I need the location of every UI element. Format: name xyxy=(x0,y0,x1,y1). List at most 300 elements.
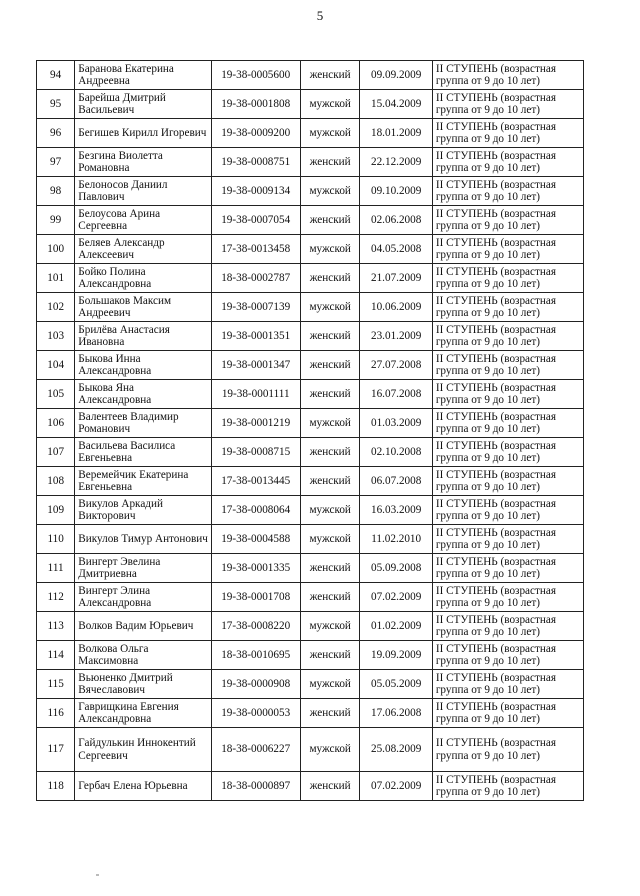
birth-date-text: 16.07.2008 xyxy=(370,387,422,400)
participant-id-cell xyxy=(211,90,300,119)
table-row xyxy=(37,772,584,801)
row-number-cell xyxy=(37,612,75,641)
row-number-cell xyxy=(37,772,75,801)
participant-id-text: 19-38-0007139 xyxy=(221,300,291,313)
participant-sex-text: мужской xyxy=(309,619,351,632)
row-number-cell xyxy=(37,293,75,322)
birth-date-cell xyxy=(360,670,432,699)
birth-date-text: 21.07.2009 xyxy=(370,271,422,284)
participant-id-cell xyxy=(211,380,300,409)
birth-date-text: 23.01.2009 xyxy=(370,329,422,342)
stage-group-cell xyxy=(432,525,583,554)
participant-id-text: 19-38-0009200 xyxy=(221,126,291,139)
participant-sex-text: мужской xyxy=(309,242,351,255)
participant-id-cell xyxy=(211,772,300,801)
stage-group-text: II СТУПЕНЬ (возрастная группа от 9 до 10 лет) xyxy=(435,584,556,609)
table-row xyxy=(37,438,584,467)
birth-date-cell xyxy=(360,699,432,728)
birth-date-text: 01.02.2009 xyxy=(370,619,422,632)
participant-sex-text: мужской xyxy=(309,184,351,197)
birth-date-text: 15.04.2009 xyxy=(370,97,422,110)
birth-date-cell xyxy=(360,583,432,612)
participant-name-cell xyxy=(75,496,211,525)
participant-id-cell xyxy=(211,177,300,206)
stage-group-cell xyxy=(432,699,583,728)
participant-name-cell xyxy=(75,612,211,641)
table-row xyxy=(37,554,584,583)
birth-date-cell xyxy=(360,438,432,467)
birth-date-text: 16.03.2009 xyxy=(370,503,422,516)
birth-date-cell xyxy=(360,293,432,322)
participant-sex-cell xyxy=(300,409,360,438)
participant-name-cell xyxy=(75,583,211,612)
row-number-cell xyxy=(37,699,75,728)
stage-group-cell xyxy=(432,351,583,380)
stage-group-text: II СТУПЕНЬ (возрастная группа от 9 до 10 лет) xyxy=(435,294,556,319)
stage-group-text: II СТУПЕНЬ (возрастная группа от 9 до 10 лет) xyxy=(435,671,556,696)
birth-date-cell xyxy=(360,496,432,525)
stage-group-text: II СТУПЕНЬ (возрастная группа от 9 до 10 лет) xyxy=(435,178,556,203)
participant-name-cell xyxy=(75,264,211,293)
stage-group-cell xyxy=(432,728,583,772)
participant-name-text: Большаков Максим Андреевич xyxy=(78,294,172,319)
participant-sex-cell xyxy=(300,177,360,206)
participant-name-cell xyxy=(75,148,211,177)
participant-name-cell xyxy=(75,772,211,801)
participant-sex-cell xyxy=(300,90,360,119)
participant-sex-cell xyxy=(300,438,360,467)
stage-group-text: II СТУПЕНЬ (возрастная группа от 9 до 10 лет) xyxy=(435,700,556,725)
row-number-text: 98 xyxy=(50,184,62,197)
participant-id-cell xyxy=(211,728,300,772)
row-number-cell xyxy=(37,119,75,148)
scan-dot xyxy=(96,874,99,876)
stage-group-text: II СТУПЕНЬ (возрастная группа от 9 до 10 лет) xyxy=(435,526,556,551)
participant-id-text: 19-38-0005600 xyxy=(221,68,291,81)
participant-name-text: Быкова Инна Александровна xyxy=(78,352,152,377)
stage-group-text: II СТУПЕНЬ (возрастная группа от 9 до 10 лет) xyxy=(435,642,556,667)
table-row xyxy=(37,293,584,322)
birth-date-text: 09.09.2009 xyxy=(370,68,422,81)
row-number-text: 117 xyxy=(47,743,64,756)
row-number-cell xyxy=(37,235,75,264)
row-number-text: 115 xyxy=(47,677,64,690)
participant-id-text: 18-38-0006227 xyxy=(221,743,291,756)
table-row xyxy=(37,61,584,90)
birth-date-cell xyxy=(360,322,432,351)
participant-name-cell xyxy=(75,380,211,409)
participant-name-cell xyxy=(75,670,211,699)
participant-id-text: 19-38-0001347 xyxy=(221,358,291,371)
stage-group-text: II СТУПЕНЬ (возрастная группа от 9 до 10 лет) xyxy=(435,497,556,522)
participant-id-text: 19-38-0000908 xyxy=(221,677,291,690)
participant-sex-text: мужской xyxy=(309,126,351,139)
participant-sex-text: мужской xyxy=(309,300,351,313)
stage-group-text: II СТУПЕНЬ (возрастная группа от 9 до 10 лет) xyxy=(435,439,556,464)
row-number-cell xyxy=(37,496,75,525)
participant-id-text: 19-38-0008715 xyxy=(221,445,291,458)
participant-sex-cell xyxy=(300,351,360,380)
stage-group-cell xyxy=(432,467,583,496)
participant-name-text: Вингерт Элина Александровна xyxy=(78,584,152,609)
table-row xyxy=(37,670,584,699)
participant-name-text: Брилёва Анастасия Ивановна xyxy=(78,323,170,348)
row-number-text: 118 xyxy=(47,779,64,792)
participant-name-text: Валентеев Владимир Романович xyxy=(78,410,179,435)
participant-sex-cell xyxy=(300,293,360,322)
table-row xyxy=(37,699,584,728)
participant-name-text: Белоусова Арина Сергеевна xyxy=(78,207,161,232)
participant-sex-text: женский xyxy=(309,68,351,81)
participant-id-text: 18-38-0000897 xyxy=(221,779,291,792)
stage-group-cell xyxy=(432,90,583,119)
participant-sex-cell xyxy=(300,583,360,612)
participant-name-cell xyxy=(75,409,211,438)
birth-date-cell xyxy=(360,148,432,177)
stage-group-text: II СТУПЕНЬ (возрастная группа от 9 до 10 лет) xyxy=(435,207,556,232)
table-row xyxy=(37,90,584,119)
participant-sex-cell xyxy=(300,119,360,148)
stage-group-cell xyxy=(432,380,583,409)
row-number-cell xyxy=(37,206,75,235)
participant-id-cell xyxy=(211,264,300,293)
participant-name-text: Вьюненко Дмитрий Вячеславович xyxy=(78,671,173,696)
participant-name-text: Васильева Василиса Евгеньевна xyxy=(78,439,176,464)
row-number-text: 107 xyxy=(47,445,65,458)
birth-date-cell xyxy=(360,525,432,554)
participant-sex-cell xyxy=(300,772,360,801)
table-row xyxy=(37,322,584,351)
stage-group-cell xyxy=(432,148,583,177)
row-number-cell xyxy=(37,61,75,90)
participant-id-text: 17-38-0013445 xyxy=(221,474,291,487)
table-row xyxy=(37,641,584,670)
participant-name-text: Бойко Полина Александровна xyxy=(78,265,152,290)
stage-group-cell xyxy=(432,641,583,670)
row-number-text: 103 xyxy=(47,329,65,342)
stage-group-text: II СТУПЕНЬ (возрастная группа от 9 до 10 лет) xyxy=(435,555,556,580)
stage-group-text: II СТУПЕНЬ (возрастная группа от 9 до 10 лет) xyxy=(435,468,556,493)
participant-id-text: 19-38-0007054 xyxy=(221,213,291,226)
participant-name-text: Вингерт Эвелина Дмитриевна xyxy=(78,555,161,580)
table-row xyxy=(37,235,584,264)
participant-name-cell xyxy=(75,438,211,467)
birth-date-text: 01.03.2009 xyxy=(370,416,422,429)
stage-group-text: II СТУПЕНЬ (возрастная группа от 9 до 10 лет) xyxy=(435,773,556,798)
birth-date-cell xyxy=(360,641,432,670)
participant-id-cell xyxy=(211,206,300,235)
table-row xyxy=(37,583,584,612)
participant-sex-cell xyxy=(300,235,360,264)
birth-date-cell xyxy=(360,264,432,293)
birth-date-cell xyxy=(360,235,432,264)
table-row xyxy=(37,119,584,148)
participant-name-cell xyxy=(75,699,211,728)
participant-name-cell xyxy=(75,728,211,772)
row-number-cell xyxy=(37,177,75,206)
birth-date-cell xyxy=(360,467,432,496)
participant-sex-cell xyxy=(300,728,360,772)
participant-name-text: Волкова Ольга Максимовна xyxy=(78,642,149,667)
page-number: 5 xyxy=(316,8,324,23)
birth-date-text: 02.06.2008 xyxy=(370,213,422,226)
row-number-cell xyxy=(37,728,75,772)
birth-date-cell xyxy=(360,206,432,235)
participant-id-cell xyxy=(211,409,300,438)
row-number-text: 113 xyxy=(47,619,64,632)
participant-name-text: Гаврищкина Евгения Александровна xyxy=(78,700,179,725)
row-number-cell xyxy=(37,438,75,467)
participant-name-text: Барейша Дмитрий Васильевич xyxy=(78,91,166,116)
stage-group-cell xyxy=(432,554,583,583)
birth-date-cell xyxy=(360,119,432,148)
participant-sex-text: женский xyxy=(309,474,351,487)
row-number-text: 108 xyxy=(47,474,65,487)
participant-name-cell xyxy=(75,119,211,148)
birth-date-text: 05.05.2009 xyxy=(370,677,422,690)
stage-group-text: II СТУПЕНЬ (возрастная группа от 9 до 10 лет) xyxy=(435,613,556,638)
stage-group-cell xyxy=(432,322,583,351)
participant-sex-cell xyxy=(300,322,360,351)
participant-id-text: 17-38-0013458 xyxy=(221,242,291,255)
participant-sex-text: мужской xyxy=(309,503,351,516)
row-number-text: 97 xyxy=(50,155,62,168)
row-number-cell xyxy=(37,467,75,496)
stage-group-cell xyxy=(432,235,583,264)
participant-name-cell xyxy=(75,177,211,206)
row-number-cell xyxy=(37,409,75,438)
row-number-text: 111 xyxy=(47,561,64,574)
participant-id-cell xyxy=(211,612,300,641)
row-number-cell xyxy=(37,148,75,177)
stage-group-cell xyxy=(432,206,583,235)
birth-date-cell xyxy=(360,380,432,409)
participant-name-cell xyxy=(75,90,211,119)
table-row xyxy=(37,380,584,409)
table-row xyxy=(37,177,584,206)
table-row xyxy=(37,496,584,525)
participant-id-text: 19-38-0001351 xyxy=(221,329,291,342)
birth-date-text: 10.06.2009 xyxy=(370,300,422,313)
participant-sex-text: женский xyxy=(309,779,351,792)
participant-id-cell xyxy=(211,119,300,148)
participant-name-cell xyxy=(75,554,211,583)
stage-group-text: II СТУПЕНЬ (возрастная группа от 9 до 10 лет) xyxy=(435,62,556,87)
row-number-text: 116 xyxy=(47,706,64,719)
row-number-text: 110 xyxy=(47,532,64,545)
row-number-text: 105 xyxy=(47,387,65,400)
participant-sex-text: мужской xyxy=(309,97,351,110)
participant-id-cell xyxy=(211,641,300,670)
participant-name-text: Беляев Александр Алексеевич xyxy=(78,236,165,261)
stage-group-text: II СТУПЕНЬ (возрастная группа от 9 до 10 лет) xyxy=(435,265,556,290)
participant-id-cell xyxy=(211,670,300,699)
table-row xyxy=(37,728,584,772)
birth-date-cell xyxy=(360,90,432,119)
birth-date-text: 19.09.2009 xyxy=(370,648,422,661)
participant-sex-cell xyxy=(300,467,360,496)
participant-id-text: 19-38-0001111 xyxy=(221,387,290,400)
participant-sex-text: женский xyxy=(309,706,351,719)
stage-group-cell xyxy=(432,177,583,206)
row-number-cell xyxy=(37,641,75,670)
row-number-cell xyxy=(37,380,75,409)
stage-group-cell xyxy=(432,612,583,641)
participant-sex-text: мужской xyxy=(309,416,351,429)
row-number-cell xyxy=(37,583,75,612)
birth-date-cell xyxy=(360,554,432,583)
birth-date-text: 07.02.2009 xyxy=(370,590,422,603)
stage-group-text: II СТУПЕНЬ (возрастная группа от 9 до 10 лет) xyxy=(435,410,556,435)
participant-sex-cell xyxy=(300,554,360,583)
stage-group-text: II СТУПЕНЬ (возрастная группа от 9 до 10 лет) xyxy=(435,236,556,261)
stage-group-text: II СТУПЕНЬ (возрастная группа от 9 до 10 лет) xyxy=(435,323,556,348)
participant-sex-text: женский xyxy=(309,271,351,284)
participant-sex-cell xyxy=(300,61,360,90)
table-row xyxy=(37,351,584,380)
participant-name-cell xyxy=(75,206,211,235)
participant-name-cell xyxy=(75,641,211,670)
stage-group-cell xyxy=(432,583,583,612)
participant-sex-cell xyxy=(300,612,360,641)
birth-date-cell xyxy=(360,61,432,90)
participant-name-cell xyxy=(75,235,211,264)
stage-group-cell xyxy=(432,438,583,467)
row-number-text: 106 xyxy=(47,416,65,429)
participant-name-text: Гербач Елена Юрьевна xyxy=(78,779,188,792)
birth-date-text: 22.12.2009 xyxy=(370,155,422,168)
row-number-cell xyxy=(37,90,75,119)
participant-name-cell xyxy=(75,293,211,322)
birth-date-text: 25.08.2009 xyxy=(370,743,422,756)
participant-id-text: 19-38-0000053 xyxy=(221,706,291,719)
participant-name-cell xyxy=(75,525,211,554)
row-number-text: 112 xyxy=(47,590,64,603)
participant-id-text: 19-38-0001219 xyxy=(221,416,291,429)
stage-group-cell xyxy=(432,293,583,322)
participant-id-cell xyxy=(211,467,300,496)
participant-name-text: Баранова Екатерина Андреевна xyxy=(78,62,174,87)
birth-date-text: 11.02.2010 xyxy=(371,532,422,545)
row-number-cell xyxy=(37,554,75,583)
participant-id-cell xyxy=(211,61,300,90)
row-number-text: 114 xyxy=(47,648,64,661)
stage-group-text: II СТУПЕНЬ (возрастная группа от 9 до 10 лет) xyxy=(435,381,556,406)
participant-name-text: Викулов Аркадий Викторович xyxy=(78,497,163,522)
participant-sex-text: мужской xyxy=(309,532,351,545)
participant-sex-text: женский xyxy=(309,445,351,458)
stage-group-cell xyxy=(432,119,583,148)
participant-sex-cell xyxy=(300,641,360,670)
birth-date-cell xyxy=(360,612,432,641)
table-row xyxy=(37,148,584,177)
participant-id-cell xyxy=(211,496,300,525)
birth-date-text: 07.02.2009 xyxy=(370,779,422,792)
participant-name-text: Викулов Тимур Антонович xyxy=(78,532,208,545)
participant-name-text: Гайдулькин Иннокентий Сергеевич xyxy=(78,737,196,762)
participant-id-cell xyxy=(211,148,300,177)
row-number-text: 102 xyxy=(47,300,65,313)
birth-date-text: 04.05.2008 xyxy=(370,242,422,255)
participant-sex-text: женский xyxy=(309,329,351,342)
stage-group-cell xyxy=(432,409,583,438)
participant-sex-cell xyxy=(300,670,360,699)
stage-group-text: II СТУПЕНЬ (возрастная группа от 9 до 10 лет) xyxy=(435,352,556,377)
participant-sex-cell xyxy=(300,496,360,525)
participant-id-cell xyxy=(211,583,300,612)
row-number-cell xyxy=(37,525,75,554)
participant-id-cell xyxy=(211,438,300,467)
participant-sex-text: женский xyxy=(309,590,351,603)
participant-sex-text: женский xyxy=(309,155,351,168)
stage-group-cell xyxy=(432,61,583,90)
participant-sex-cell xyxy=(300,699,360,728)
participant-id-cell xyxy=(211,293,300,322)
participant-id-text: 19-38-0001335 xyxy=(221,561,291,574)
participant-id-cell xyxy=(211,351,300,380)
participant-name-text: Волков Вадим Юрьевич xyxy=(78,619,194,632)
participant-sex-text: женский xyxy=(309,358,351,371)
birth-date-text: 09.10.2009 xyxy=(370,184,422,197)
stage-group-cell xyxy=(432,670,583,699)
participant-name-cell xyxy=(75,351,211,380)
participant-name-text: Веремейчик Екатерина Евгеньевна xyxy=(78,468,189,493)
row-number-cell xyxy=(37,264,75,293)
participant-id-text: 19-38-0009134 xyxy=(221,184,291,197)
participant-name-text: Безгина Виолетта Романовна xyxy=(78,149,163,174)
participant-id-cell xyxy=(211,525,300,554)
birth-date-cell xyxy=(360,177,432,206)
stage-group-cell xyxy=(432,496,583,525)
participant-sex-text: женский xyxy=(309,561,351,574)
birth-date-cell xyxy=(360,772,432,801)
participant-id-text: 17-38-0008220 xyxy=(221,619,291,632)
birth-date-text: 05.09.2008 xyxy=(370,561,422,574)
participant-name-text: Быкова Яна Александровна xyxy=(78,381,152,406)
participant-id-cell xyxy=(211,322,300,351)
birth-date-text: 02.10.2008 xyxy=(370,445,422,458)
participant-sex-cell xyxy=(300,380,360,409)
row-number-text: 101 xyxy=(47,271,65,284)
stage-group-cell xyxy=(432,772,583,801)
stage-group-text: II СТУПЕНЬ (возрастная группа от 9 до 10 лет) xyxy=(435,91,556,116)
participant-id-text: 17-38-0008064 xyxy=(221,503,291,516)
birth-date-text: 27.07.2008 xyxy=(370,358,422,371)
row-number-text: 95 xyxy=(50,97,62,110)
birth-date-cell xyxy=(360,351,432,380)
participant-id-cell xyxy=(211,235,300,264)
participant-sex-cell xyxy=(300,264,360,293)
participant-id-text: 19-38-0008751 xyxy=(221,155,291,168)
participant-sex-text: мужской xyxy=(309,743,351,756)
table-row xyxy=(37,206,584,235)
row-number-text: 104 xyxy=(47,358,65,371)
row-number-text: 99 xyxy=(50,213,62,226)
stage-group-text: II СТУПЕНЬ (возрастная группа от 9 до 10 лет) xyxy=(435,149,556,174)
participant-id-text: 19-38-0004588 xyxy=(221,532,291,545)
stage-group-cell xyxy=(432,264,583,293)
row-number-text: 94 xyxy=(50,68,62,81)
participant-id-cell xyxy=(211,554,300,583)
participant-sex-cell xyxy=(300,148,360,177)
row-number-text: 109 xyxy=(47,503,65,516)
stage-group-text: II СТУПЕНЬ (возрастная группа от 9 до 10 лет) xyxy=(435,737,556,762)
participant-sex-cell xyxy=(300,525,360,554)
table-row xyxy=(37,467,584,496)
participant-sex-text: женский xyxy=(309,387,351,400)
participants-table-body xyxy=(37,61,584,801)
participant-id-cell xyxy=(211,699,300,728)
